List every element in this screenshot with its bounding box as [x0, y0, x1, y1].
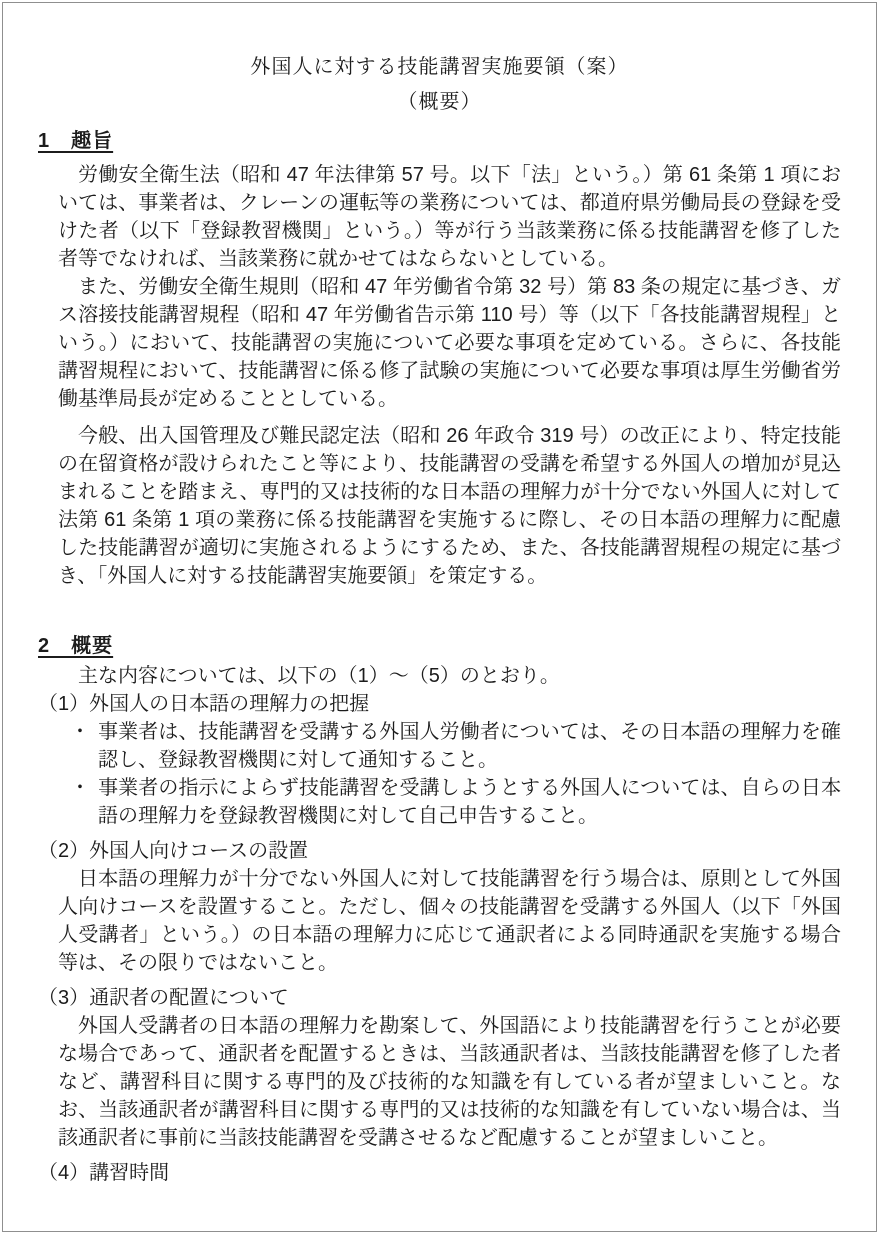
- list-item-1-heading: [38, 690, 841, 718]
- list-item-4-label: （4）: [38, 1162, 90, 1184]
- bullet-text: 事業者は、技能講習を受講する外国人労働者については、その日本語の理解力を確認し、登録教習機関に対して通知すること。: [98, 721, 841, 771]
- bullet-icon: ・: [70, 721, 90, 743]
- list-item-4-heading: [38, 1159, 841, 1187]
- section-1-heading: 1 趣旨: [38, 130, 114, 152]
- document-page: [2, 2, 877, 1232]
- list-item-1-title: 外国人の日本語の理解力の把握: [89, 693, 370, 715]
- bullet-icon: ・: [70, 777, 90, 799]
- section-2-heading: 2 概要: [38, 635, 114, 657]
- list-item-3-title: 通訳者の配置について: [89, 987, 289, 1009]
- bullet-item: [70, 718, 841, 774]
- bullet-item: [70, 774, 841, 830]
- section-1-paragraph-3: 今般、出入国管理及び難民認定法（昭和 26 年政令 319 号）の改正により、特定技能の在留資格が設けられたこと等により、技能講習の受講を希望する外国人の増加が見込まれることを踏まえ、専門的又は技術的な日本語の理解力が十分でない外国人に対して法第 61 条第 1 項の業務に係る技能講習を実施するに際し、その日本語の理解力に配慮した技能講習が適切に実施されるようにするため、また、各技能講習規程の規定に基づき、「外国人に対する技能講習実施要領」を策定する。: [58, 425, 841, 587]
- list-item-2-label: （2）: [38, 840, 90, 862]
- list-item-1-label: （1）: [38, 693, 90, 715]
- list-item-3-heading: [38, 984, 841, 1012]
- list-item-2-title: 外国人向けコースの設置: [89, 840, 309, 862]
- section-1-paragraph-2: また、労働安全衛生規則（昭和 47 年労働省令第 32 号）第 83 条の規定に基づき、ガス溶接技能講習規程（昭和 47 年労働省告示第 110 号）等（以下「各技能講習規程」という。）において、技能講習の実施について必要な事項を定めている。さらに、各技能講習規程において、技能講習に係る修了試験の実施について必要な事項は厚生労働省労働基準局長が定めることとしている。: [58, 276, 841, 410]
- section-2-intro: 主な内容については、以下の（1）～（5）のとおり。: [78, 665, 560, 687]
- list-item-2-heading: [38, 837, 841, 865]
- document-title: 外国人に対する技能講習実施要領（案）: [250, 56, 629, 78]
- document-subtitle: （概要）: [397, 91, 482, 113]
- section-1-paragraph-1: 労働安全衛生法（昭和 47 年法律第 57 号。以下「法」という。）第 61 条第 1 項においては、事業者は、クレーンの運転等の業務については、都道府県労働局長の登録を受けた者（以下「登録教習機関」という。）等が行う当該業務に係る技能講習を修了した者等でなければ、当該業務に就かせてはならないとしている。: [58, 164, 841, 270]
- list-item-4-title: 講習時間: [89, 1162, 170, 1184]
- list-item-2-body: 日本語の理解力が十分でない外国人に対して技能講習を行う場合は、原則として外国人向けコースを設置すること。ただし、個々の技能講習を受講する外国人（以下「外国人受講者」という。）の日本語の理解力に応じて通訳者による同時通訳を実施する場合等は、その限りではないこと。: [58, 868, 841, 974]
- bullet-text: 事業者の指示によらず技能講習を受講しようとする外国人については、自らの日本語の理解力を登録教習機関に対して自己申告すること。: [98, 777, 841, 827]
- list-item-3-body: 外国人受講者の日本語の理解力を勘案して、外国語により技能講習を行うことが必要な場合であって、通訳者を配置するときは、当該通訳者は、当該技能講習を修了した者など、講習科目に関する専門的及び技術的な知識を有している者が望ましいこと。なお、当該通訳者が講習科目に関する専門的又は技術的な知識を有していない場合は、当該通訳者に事前に当該技能講習を受講させるなど配慮することが望ましいこと。: [58, 1015, 841, 1149]
- list-item-3-label: （3）: [38, 987, 90, 1009]
